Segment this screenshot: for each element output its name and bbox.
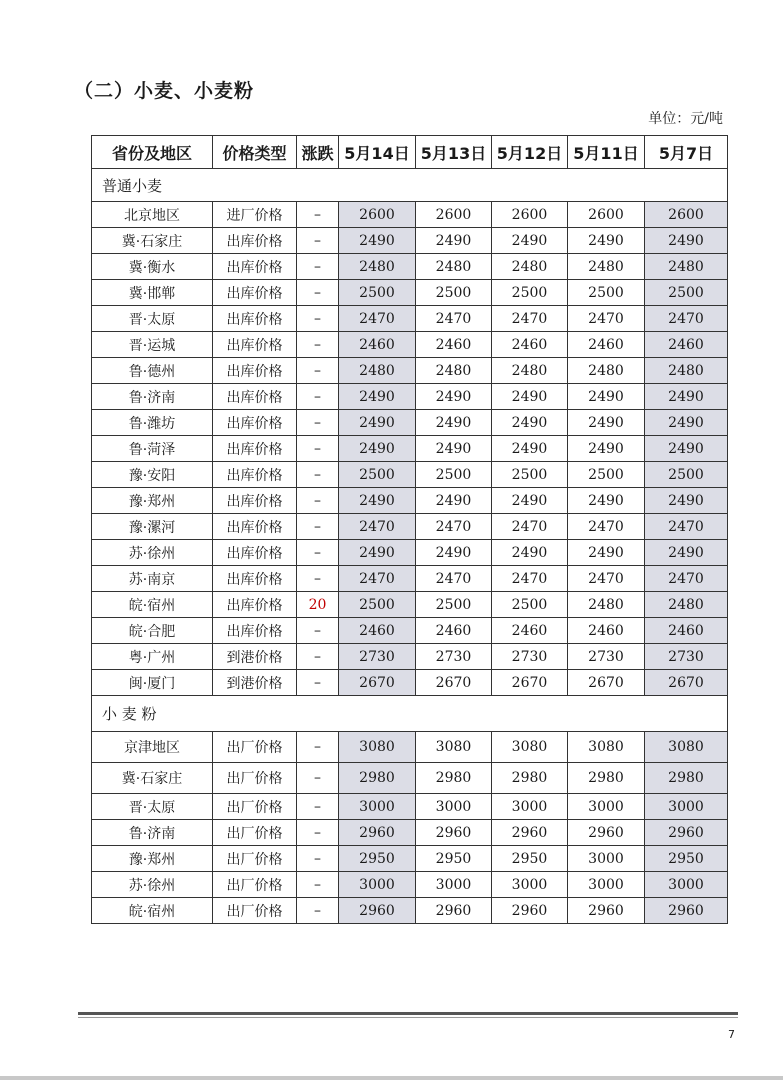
change-cell: – bbox=[297, 540, 339, 566]
price-type-cell: 出库价格 bbox=[213, 254, 297, 280]
price-type-cell: 出库价格 bbox=[213, 280, 297, 306]
price-cell: 2960 bbox=[339, 898, 416, 924]
price-cell: 2490 bbox=[568, 540, 645, 566]
change-cell: – bbox=[297, 358, 339, 384]
price-cell: 2730 bbox=[339, 644, 416, 670]
price-cell: 2500 bbox=[339, 592, 416, 618]
price-type-cell: 出库价格 bbox=[213, 358, 297, 384]
category-row-flour bbox=[92, 696, 728, 732]
footer-rule bbox=[78, 1012, 738, 1015]
region-cell: 皖·宿州 bbox=[92, 898, 213, 924]
price-cell: 3080 bbox=[492, 732, 568, 763]
region-cell: 鲁·菏泽 bbox=[92, 436, 213, 462]
price-type-cell: 出库价格 bbox=[213, 436, 297, 462]
region-cell: 冀·衡水 bbox=[92, 254, 213, 280]
price-cell: 3000 bbox=[339, 794, 416, 820]
region-cell: 豫·安阳 bbox=[92, 462, 213, 488]
price-cell: 2470 bbox=[339, 306, 416, 332]
change-cell: – bbox=[297, 732, 339, 763]
price-cell: 2490 bbox=[339, 540, 416, 566]
header-date-4: 5月11日 bbox=[568, 136, 645, 169]
price-type-cell: 出库价格 bbox=[213, 332, 297, 358]
table-row bbox=[92, 763, 728, 794]
region-cell: 晋·太原 bbox=[92, 794, 213, 820]
price-cell: 3080 bbox=[568, 732, 645, 763]
price-cell: 2490 bbox=[645, 488, 728, 514]
table-row bbox=[92, 898, 728, 924]
price-cell: 2960 bbox=[568, 898, 645, 924]
table-row bbox=[92, 732, 728, 763]
page-bottom-edge bbox=[0, 1076, 783, 1080]
price-type-cell: 出厂价格 bbox=[213, 872, 297, 898]
price-cell: 2490 bbox=[645, 410, 728, 436]
change-cell: – bbox=[297, 820, 339, 846]
table-row bbox=[92, 644, 728, 670]
price-cell: 2960 bbox=[492, 820, 568, 846]
change-cell: 20 bbox=[297, 592, 339, 618]
price-cell: 2490 bbox=[568, 384, 645, 410]
price-type-cell: 出库价格 bbox=[213, 462, 297, 488]
table-row bbox=[92, 592, 728, 618]
price-cell: 2980 bbox=[645, 763, 728, 794]
price-type-cell: 出库价格 bbox=[213, 592, 297, 618]
price-cell: 2480 bbox=[492, 358, 568, 384]
price-cell: 2470 bbox=[492, 566, 568, 592]
region-cell: 苏·徐州 bbox=[92, 540, 213, 566]
price-type-cell: 出厂价格 bbox=[213, 794, 297, 820]
price-cell: 2490 bbox=[492, 540, 568, 566]
change-cell: – bbox=[297, 228, 339, 254]
price-type-cell: 出库价格 bbox=[213, 566, 297, 592]
region-cell: 鲁·济南 bbox=[92, 820, 213, 846]
price-type-cell: 出库价格 bbox=[213, 410, 297, 436]
region-cell: 鲁·济南 bbox=[92, 384, 213, 410]
change-cell: – bbox=[297, 462, 339, 488]
category-label-wheat: 普通小麦 bbox=[92, 169, 728, 202]
price-cell: 2500 bbox=[492, 280, 568, 306]
price-cell: 2490 bbox=[492, 436, 568, 462]
table-row bbox=[92, 566, 728, 592]
price-type-cell: 出厂价格 bbox=[213, 846, 297, 872]
price-cell: 2460 bbox=[645, 618, 728, 644]
price-cell: 2500 bbox=[416, 462, 492, 488]
table-row bbox=[92, 228, 728, 254]
price-cell: 2460 bbox=[339, 332, 416, 358]
price-cell: 3000 bbox=[568, 872, 645, 898]
region-cell: 冀·石家庄 bbox=[92, 228, 213, 254]
change-cell: – bbox=[297, 763, 339, 794]
change-cell: – bbox=[297, 846, 339, 872]
change-cell: – bbox=[297, 898, 339, 924]
price-cell: 2460 bbox=[568, 332, 645, 358]
price-cell: 2500 bbox=[339, 280, 416, 306]
change-cell: – bbox=[297, 332, 339, 358]
price-cell: 2470 bbox=[568, 514, 645, 540]
price-cell: 2500 bbox=[645, 462, 728, 488]
price-cell: 2500 bbox=[568, 462, 645, 488]
table-row bbox=[92, 540, 728, 566]
price-cell: 2460 bbox=[339, 618, 416, 644]
header-region: 省份及地区 bbox=[92, 136, 213, 169]
price-cell: 2490 bbox=[339, 436, 416, 462]
price-type-cell: 出库价格 bbox=[213, 228, 297, 254]
region-cell: 京津地区 bbox=[92, 732, 213, 763]
change-cell: – bbox=[297, 618, 339, 644]
price-cell: 2470 bbox=[416, 514, 492, 540]
price-cell: 3000 bbox=[645, 794, 728, 820]
price-cell: 2490 bbox=[416, 488, 492, 514]
price-cell: 2600 bbox=[568, 202, 645, 228]
header-change: 涨跌 bbox=[297, 136, 339, 169]
price-cell: 2490 bbox=[416, 228, 492, 254]
price-cell: 2480 bbox=[568, 358, 645, 384]
price-cell: 2960 bbox=[416, 898, 492, 924]
price-cell: 2950 bbox=[645, 846, 728, 872]
price-cell: 2460 bbox=[645, 332, 728, 358]
page-number: 7 bbox=[728, 1028, 735, 1041]
price-cell: 2500 bbox=[416, 280, 492, 306]
region-cell: 冀·石家庄 bbox=[92, 763, 213, 794]
price-cell: 2490 bbox=[339, 410, 416, 436]
price-cell: 2600 bbox=[339, 202, 416, 228]
price-cell: 2960 bbox=[492, 898, 568, 924]
table-row bbox=[92, 872, 728, 898]
price-cell: 2500 bbox=[568, 280, 645, 306]
table-row bbox=[92, 846, 728, 872]
price-cell: 2470 bbox=[568, 306, 645, 332]
region-cell: 粤·广州 bbox=[92, 644, 213, 670]
price-type-cell: 出厂价格 bbox=[213, 763, 297, 794]
price-cell: 2460 bbox=[568, 618, 645, 644]
region-cell: 闽·厦门 bbox=[92, 670, 213, 696]
price-cell: 2960 bbox=[645, 820, 728, 846]
price-type-cell: 出库价格 bbox=[213, 488, 297, 514]
change-cell: – bbox=[297, 384, 339, 410]
price-cell: 2470 bbox=[645, 566, 728, 592]
price-type-cell: 出库价格 bbox=[213, 514, 297, 540]
price-cell: 2490 bbox=[645, 540, 728, 566]
region-cell: 苏·南京 bbox=[92, 566, 213, 592]
price-cell: 2950 bbox=[492, 846, 568, 872]
table-row bbox=[92, 436, 728, 462]
price-cell: 3000 bbox=[492, 872, 568, 898]
table-row bbox=[92, 794, 728, 820]
price-type-cell: 进厂价格 bbox=[213, 202, 297, 228]
price-cell: 3000 bbox=[568, 794, 645, 820]
price-type-cell: 出库价格 bbox=[213, 384, 297, 410]
price-cell: 2470 bbox=[568, 566, 645, 592]
price-cell: 2480 bbox=[339, 254, 416, 280]
price-cell: 2980 bbox=[492, 763, 568, 794]
change-cell: – bbox=[297, 794, 339, 820]
table-row bbox=[92, 462, 728, 488]
price-cell: 3000 bbox=[339, 872, 416, 898]
price-cell: 2470 bbox=[492, 514, 568, 540]
price-cell: 2490 bbox=[568, 436, 645, 462]
price-cell: 2500 bbox=[416, 592, 492, 618]
price-cell: 2470 bbox=[339, 566, 416, 592]
table-row bbox=[92, 280, 728, 306]
price-cell: 2460 bbox=[492, 332, 568, 358]
price-cell: 2480 bbox=[416, 254, 492, 280]
price-cell: 2460 bbox=[492, 618, 568, 644]
price-type-cell: 到港价格 bbox=[213, 670, 297, 696]
table-row bbox=[92, 254, 728, 280]
region-cell: 皖·宿州 bbox=[92, 592, 213, 618]
change-cell: – bbox=[297, 254, 339, 280]
region-cell: 鲁·潍坊 bbox=[92, 410, 213, 436]
change-cell: – bbox=[297, 644, 339, 670]
price-cell: 2490 bbox=[339, 228, 416, 254]
price-cell: 2500 bbox=[339, 462, 416, 488]
price-cell: 2490 bbox=[492, 384, 568, 410]
price-cell: 2480 bbox=[645, 254, 728, 280]
change-cell: – bbox=[297, 202, 339, 228]
change-cell: – bbox=[297, 410, 339, 436]
price-cell: 2960 bbox=[339, 820, 416, 846]
price-cell: 2600 bbox=[645, 202, 728, 228]
price-cell: 2670 bbox=[645, 670, 728, 696]
price-type-cell: 出厂价格 bbox=[213, 820, 297, 846]
price-cell: 2500 bbox=[645, 280, 728, 306]
category-row-wheat bbox=[92, 169, 728, 202]
price-cell: 2980 bbox=[339, 763, 416, 794]
region-cell: 皖·合肥 bbox=[92, 618, 213, 644]
price-cell: 3000 bbox=[568, 846, 645, 872]
table-row bbox=[92, 618, 728, 644]
price-cell: 2950 bbox=[416, 846, 492, 872]
price-cell: 2600 bbox=[416, 202, 492, 228]
section-title: （二）小麦、小麦粉 bbox=[74, 80, 255, 102]
price-cell: 2490 bbox=[416, 436, 492, 462]
price-cell: 2670 bbox=[568, 670, 645, 696]
table-row bbox=[92, 306, 728, 332]
price-type-cell: 出库价格 bbox=[213, 540, 297, 566]
price-type-cell: 出厂价格 bbox=[213, 732, 297, 763]
change-cell: – bbox=[297, 670, 339, 696]
region-cell: 豫·漯河 bbox=[92, 514, 213, 540]
price-cell: 2470 bbox=[416, 566, 492, 592]
price-cell: 2980 bbox=[416, 763, 492, 794]
table-row bbox=[92, 670, 728, 696]
price-cell: 2490 bbox=[645, 228, 728, 254]
price-cell: 2480 bbox=[339, 358, 416, 384]
price-cell: 3000 bbox=[492, 794, 568, 820]
price-cell: 2960 bbox=[568, 820, 645, 846]
price-cell: 3080 bbox=[339, 732, 416, 763]
region-cell: 晋·太原 bbox=[92, 306, 213, 332]
price-cell: 2490 bbox=[492, 410, 568, 436]
change-cell: – bbox=[297, 306, 339, 332]
price-cell: 2480 bbox=[568, 592, 645, 618]
price-table bbox=[91, 135, 728, 924]
price-cell: 2490 bbox=[339, 488, 416, 514]
price-cell: 3000 bbox=[645, 872, 728, 898]
header-date-2: 5月13日 bbox=[416, 136, 492, 169]
price-type-cell: 出库价格 bbox=[213, 306, 297, 332]
price-cell: 2670 bbox=[492, 670, 568, 696]
price-cell: 2470 bbox=[416, 306, 492, 332]
table-row bbox=[92, 384, 728, 410]
region-cell: 豫·郑州 bbox=[92, 488, 213, 514]
price-cell: 2490 bbox=[416, 540, 492, 566]
price-type-cell: 到港价格 bbox=[213, 644, 297, 670]
price-cell: 2730 bbox=[645, 644, 728, 670]
price-cell: 2490 bbox=[339, 384, 416, 410]
table-row bbox=[92, 332, 728, 358]
header-price-type: 价格类型 bbox=[213, 136, 297, 169]
price-cell: 2490 bbox=[645, 436, 728, 462]
price-cell: 2730 bbox=[416, 644, 492, 670]
region-cell: 豫·郑州 bbox=[92, 846, 213, 872]
price-cell: 2490 bbox=[568, 488, 645, 514]
table-row bbox=[92, 358, 728, 384]
table-row bbox=[92, 202, 728, 228]
change-cell: – bbox=[297, 566, 339, 592]
price-cell: 2670 bbox=[339, 670, 416, 696]
price-cell: 2480 bbox=[416, 358, 492, 384]
price-cell: 3080 bbox=[416, 732, 492, 763]
header-date-5: 5月7日 bbox=[645, 136, 728, 169]
region-cell: 鲁·德州 bbox=[92, 358, 213, 384]
price-type-cell: 出厂价格 bbox=[213, 898, 297, 924]
price-cell: 3000 bbox=[416, 794, 492, 820]
price-type-cell: 出库价格 bbox=[213, 618, 297, 644]
region-cell: 冀·邯郸 bbox=[92, 280, 213, 306]
price-cell: 2500 bbox=[492, 462, 568, 488]
region-cell: 苏·徐州 bbox=[92, 872, 213, 898]
price-cell: 2480 bbox=[645, 592, 728, 618]
change-cell: – bbox=[297, 280, 339, 306]
footer-rule-thin bbox=[78, 1017, 738, 1018]
price-cell: 2600 bbox=[492, 202, 568, 228]
table-row bbox=[92, 514, 728, 540]
price-cell: 2490 bbox=[568, 410, 645, 436]
change-cell: – bbox=[297, 488, 339, 514]
change-cell: – bbox=[297, 872, 339, 898]
header-date-3: 5月12日 bbox=[492, 136, 568, 169]
table-row bbox=[92, 488, 728, 514]
price-cell: 2980 bbox=[568, 763, 645, 794]
region-cell: 北京地区 bbox=[92, 202, 213, 228]
price-cell: 2490 bbox=[416, 384, 492, 410]
header-row bbox=[92, 136, 728, 169]
region-cell: 晋·运城 bbox=[92, 332, 213, 358]
price-cell: 2490 bbox=[492, 488, 568, 514]
price-cell: 2490 bbox=[568, 228, 645, 254]
price-cell: 2470 bbox=[645, 306, 728, 332]
price-cell: 2490 bbox=[492, 228, 568, 254]
price-cell: 2470 bbox=[645, 514, 728, 540]
header-date-1: 5月14日 bbox=[339, 136, 416, 169]
price-cell: 2490 bbox=[645, 384, 728, 410]
change-cell: – bbox=[297, 514, 339, 540]
price-cell: 2730 bbox=[492, 644, 568, 670]
table-row bbox=[92, 820, 728, 846]
price-cell: 2460 bbox=[416, 332, 492, 358]
price-cell: 2670 bbox=[416, 670, 492, 696]
price-cell: 2470 bbox=[492, 306, 568, 332]
change-cell: – bbox=[297, 436, 339, 462]
category-label-flour: 小 麦 粉 bbox=[92, 696, 728, 732]
price-cell: 2470 bbox=[339, 514, 416, 540]
price-cell: 2480 bbox=[492, 254, 568, 280]
price-cell: 3080 bbox=[645, 732, 728, 763]
price-cell: 2490 bbox=[416, 410, 492, 436]
price-cell: 2500 bbox=[492, 592, 568, 618]
price-cell: 2460 bbox=[416, 618, 492, 644]
price-cell: 2480 bbox=[568, 254, 645, 280]
unit-label: 单位：元/吨 bbox=[648, 111, 723, 127]
price-cell: 2730 bbox=[568, 644, 645, 670]
price-cell: 2480 bbox=[645, 358, 728, 384]
price-cell: 2960 bbox=[416, 820, 492, 846]
price-cell: 3000 bbox=[416, 872, 492, 898]
price-cell: 2960 bbox=[645, 898, 728, 924]
table-row bbox=[92, 410, 728, 436]
price-cell: 2950 bbox=[339, 846, 416, 872]
